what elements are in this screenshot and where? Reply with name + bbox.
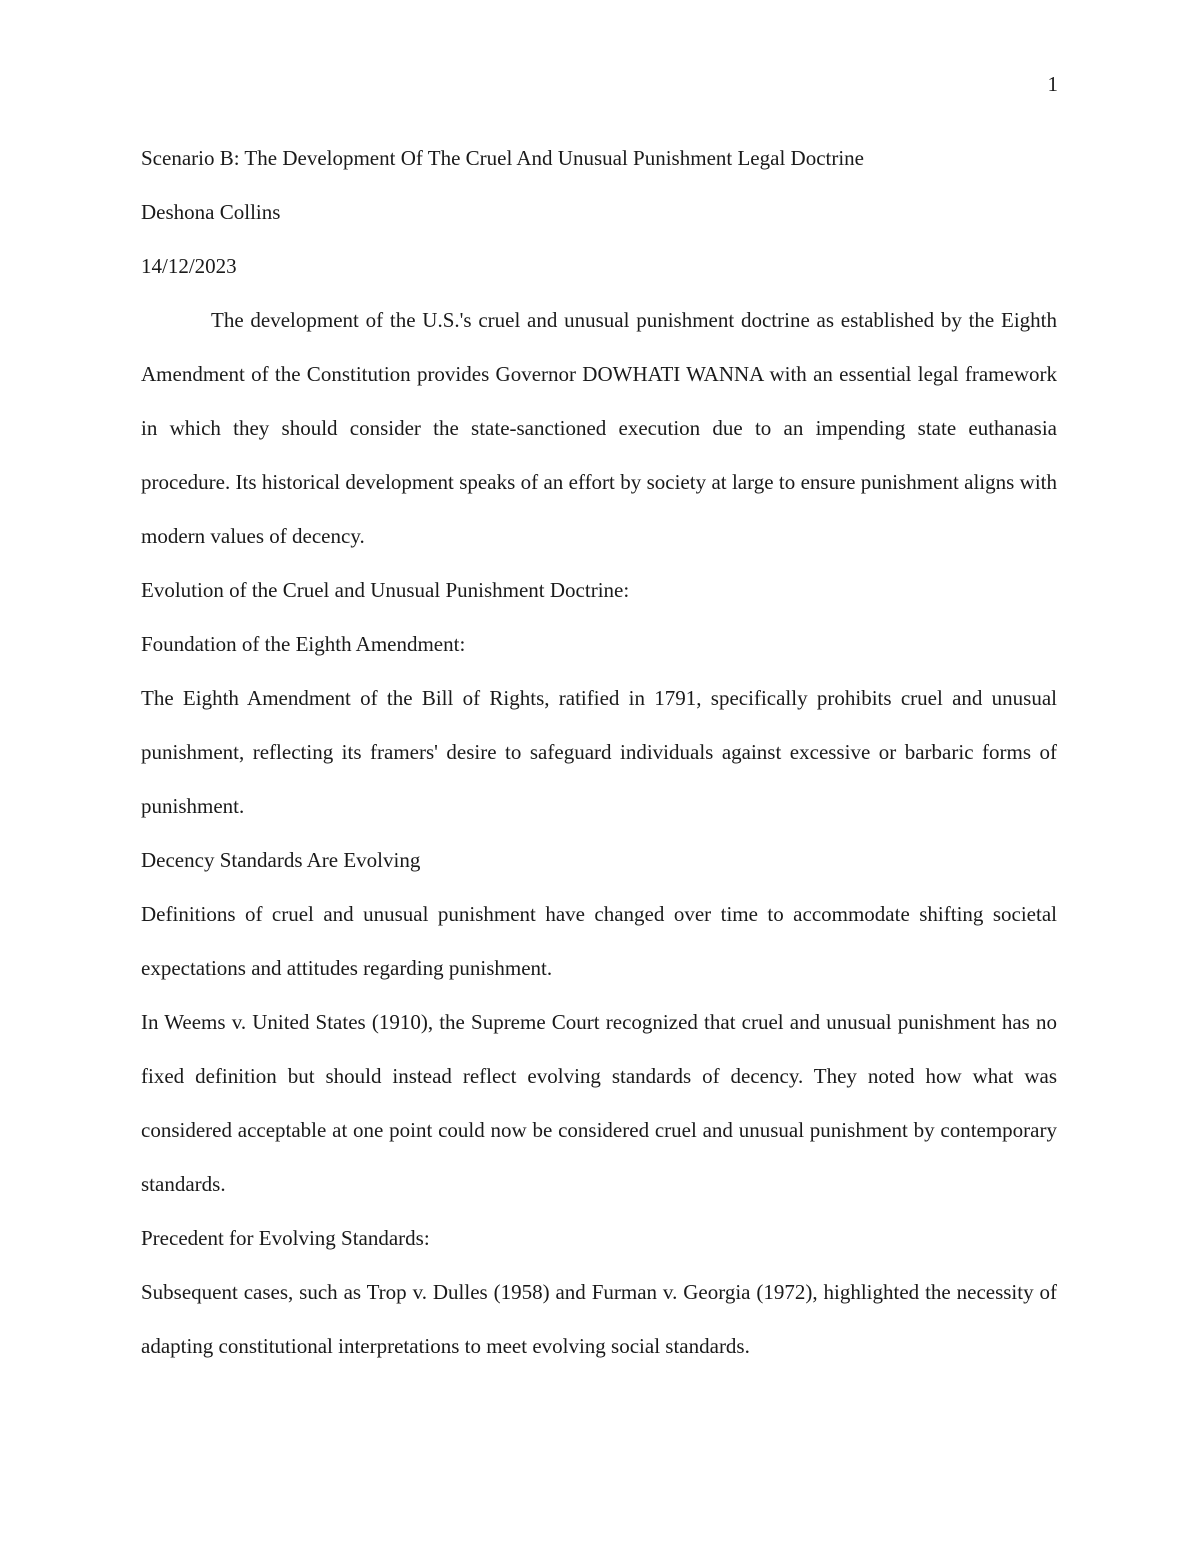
document-date: 14/12/2023 bbox=[141, 254, 237, 278]
weems-paragraph: In Weems v. United States (1910), the Supreme Court recognized that cruel and unusual punishment has no fixed definition but should instead reflect evolving standards of decency. They noted how what was considered acceptable at one point could now be considered cruel and unusual punishment by contemporary standards. bbox=[141, 1010, 1057, 1196]
precedent-paragraph: Subsequent cases, such as Trop v. Dulles (1958) and Furman v. Georgia (1972), highlighted the necessity of adapting constitutional interpretations to meet evolving social standards. bbox=[141, 1280, 1057, 1358]
author-name: Deshona Collins bbox=[141, 200, 281, 224]
decency-paragraph: Definitions of cruel and unusual punishment have changed over time to accommodate shifting societal expectations and attitudes regarding punishment. bbox=[141, 902, 1057, 980]
foundation-paragraph: The Eighth Amendment of the Bill of Rights, ratified in 1791, specifically prohibits cruel and unusual punishment, reflecting its framers' desire to safeguard individuals against excessive or barbaric forms of punishment. bbox=[141, 686, 1057, 818]
precedent-heading: Precedent for Evolving Standards: bbox=[141, 1226, 430, 1250]
document-body bbox=[141, 131, 1057, 1373]
decency-heading: Decency Standards Are Evolving bbox=[141, 848, 421, 872]
page-number: 1 bbox=[1047, 72, 1058, 96]
intro-paragraph: The development of the U.S.'s cruel and unusual punishment doctrine as established by the Eighth Amendment of the Constitution provides Governor DOWHATI WANNA with an essential legal framework in which they should consider the state-sanctioned execution due to an impending state euthanasia procedure. Its historical development speaks of an effort by society at large to ensure punishment aligns with modern values of decency. bbox=[141, 308, 1057, 548]
document-title: Scenario B: The Development Of The Cruel And Unusual Punishment Legal Doctrine bbox=[141, 146, 864, 170]
foundation-heading: Foundation of the Eighth Amendment: bbox=[141, 632, 466, 656]
section-heading: Evolution of the Cruel and Unusual Punishment Doctrine: bbox=[141, 578, 630, 602]
